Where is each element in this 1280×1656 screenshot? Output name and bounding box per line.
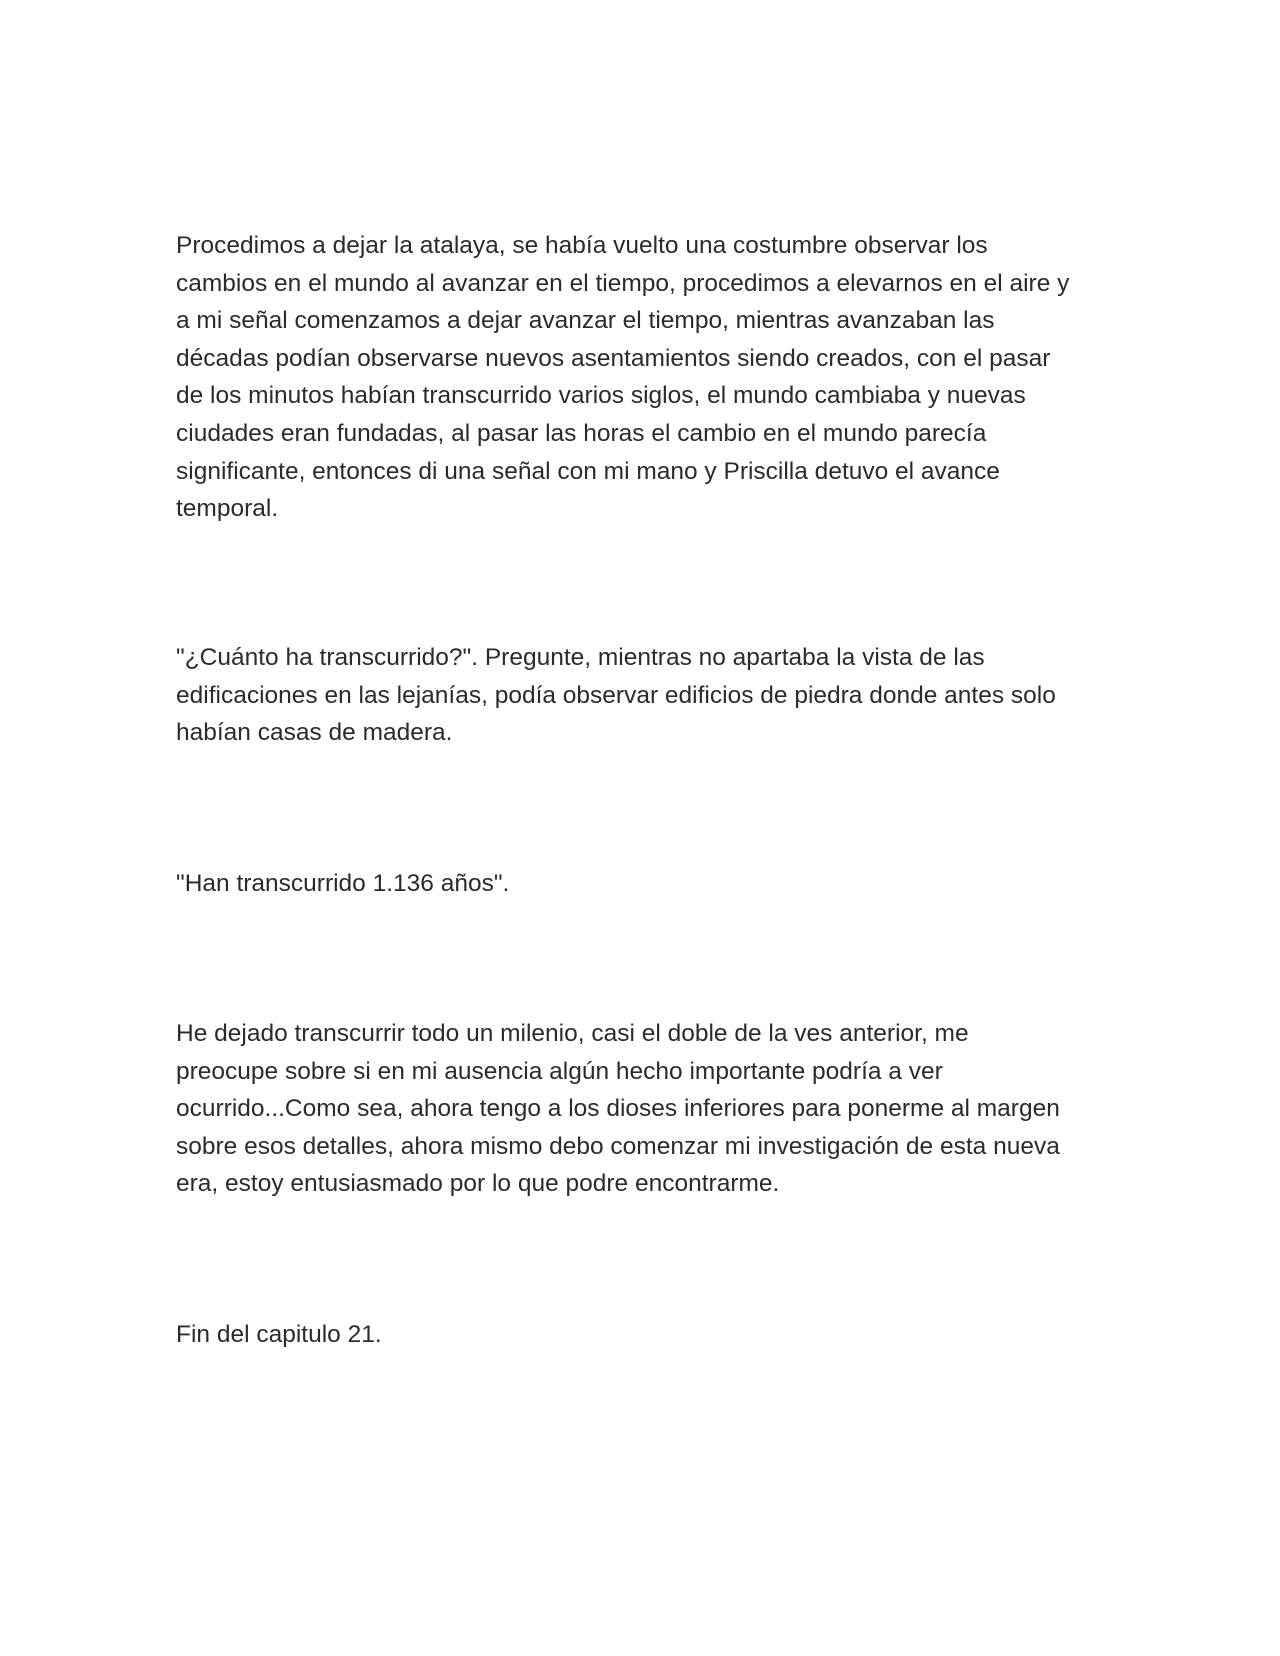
paragraph-line: edificaciones en las lejanías, podía observar edificios de piedra donde antes solo — [176, 681, 1056, 709]
paragraph-2 — [176, 639, 1106, 752]
paragraph-line: habían casas de madera. — [176, 719, 453, 747]
paragraph-line: ocurrido...Como sea, ahora tengo a los dioses inferiores para ponerme al margen — [176, 1095, 1060, 1123]
paragraph-line: de los minutos habían transcurrido varios siglos, el mundo cambiaba y nuevas — [176, 382, 1026, 410]
paragraph-line: Procedimos a dejar la atalaya, se había vuelto una costumbre observar los — [176, 232, 988, 259]
paragraph-line: "Han transcurrido 1.136 años". — [176, 870, 510, 897]
paragraph-3 — [176, 865, 1106, 903]
paragraph-line: significante, entonces di una señal con mi mano y Priscilla detuvo el avance — [176, 457, 1000, 485]
paragraph-1 — [176, 227, 1106, 528]
paragraph-line: sobre esos detalles, ahora mismo debo comenzar mi investigación de esta nueva — [176, 1132, 1060, 1160]
paragraph-line: era, estoy entusiasmado por lo que podre encontrarme. — [176, 1170, 780, 1198]
paragraph-line: Fin del capitulo 21. — [176, 1321, 382, 1348]
paragraph-line: a mi señal comenzamos a dejar avanzar el tiempo, mientras avanzaban las — [176, 307, 995, 335]
paragraph-line: "¿Cuánto ha transcurrido?". Pregunte, mientras no apartaba la vista de las — [176, 644, 985, 671]
chapter-end-note — [176, 1316, 1106, 1354]
paragraph-line: temporal. — [176, 495, 279, 523]
paragraph-line: preocupe sobre si en mi ausencia algún hecho importante podría a ver — [176, 1057, 943, 1085]
paragraph-line: He dejado transcurrir todo un milenio, casi el doble de la ves anterior, me — [176, 1020, 969, 1047]
paragraph-4 — [176, 1015, 1106, 1203]
paragraph-line: décadas podían observarse nuevos asentamientos siendo creados, con el pasar — [176, 344, 1051, 372]
paragraph-line: cambios en el mundo al avanzar en el tiempo, procedimos a elevarnos en el aire y — [176, 269, 1070, 297]
paragraph-line: ciudades eran fundadas, al pasar las horas el cambio en el mundo parecía — [176, 419, 987, 447]
